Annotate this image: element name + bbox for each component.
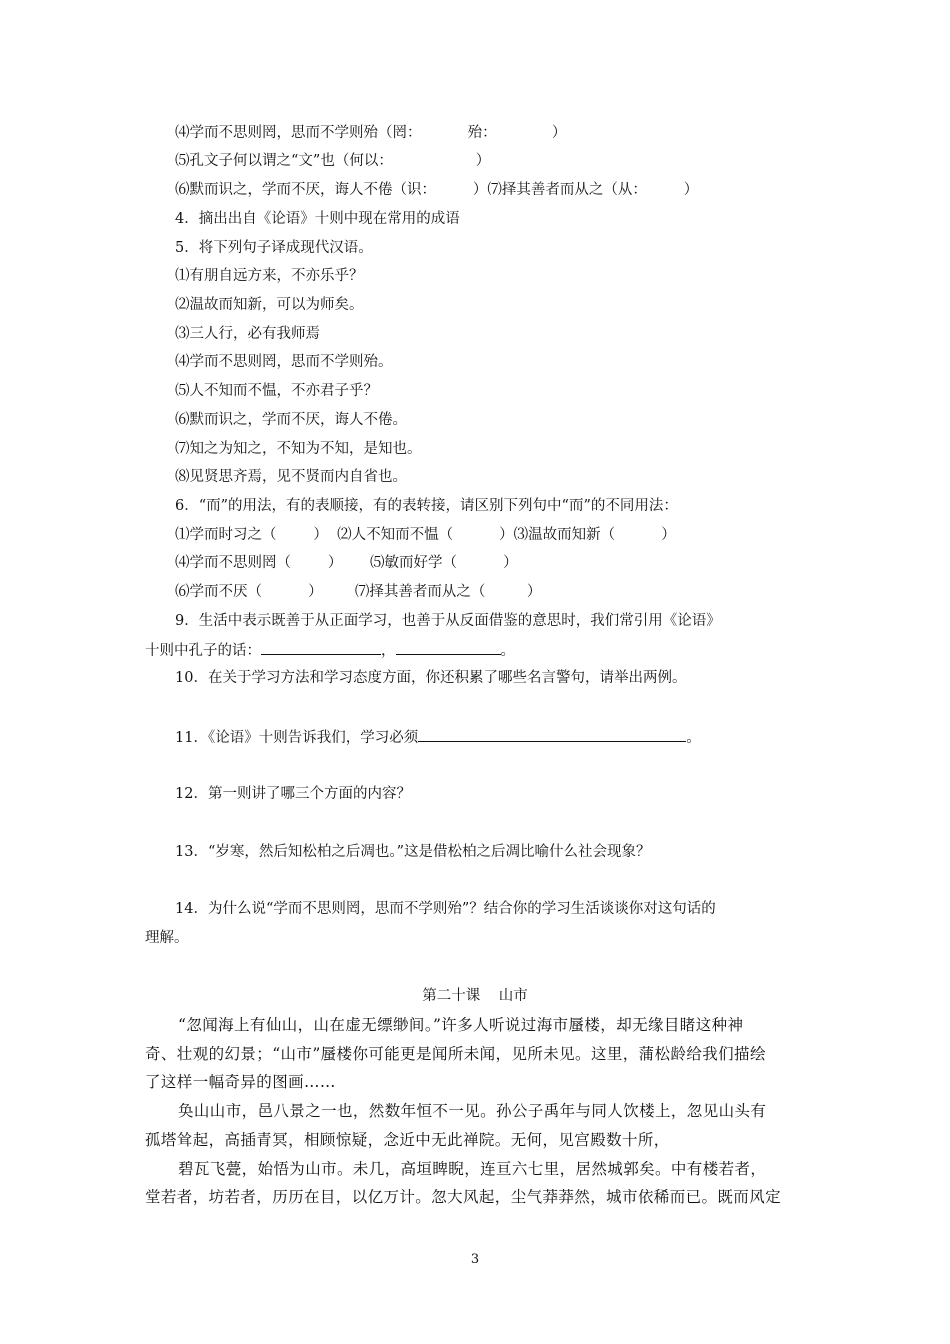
- question-13: 13．“岁寒，然后知松柏之后凋也。”这是借松柏之后凋比喻什么社会现象？: [175, 844, 651, 860]
- question-5-item-1: ⑴有朋自远方来，不亦乐乎？: [175, 268, 364, 284]
- question-5-item-3: ⑶三人行，必有我师焉: [175, 326, 320, 342]
- question-14: 14．为什么说“学而不思则罔，思而不学则殆”？结合你的学习生活谈谈你对这句话的: [175, 901, 716, 917]
- text-line-2: 孤塔耸起，高插青冥，相顾惊疑，念近中无此禅院。无何，见宫殿数十所，: [145, 1131, 670, 1149]
- answer-blank-3[interactable]: [418, 726, 686, 742]
- question-5-item-6: ⑹默而识之，学而不厌，诲人不倦。: [175, 412, 407, 428]
- intro-line-1: “忽闻海上有仙山，山在虚无缥缈间。”许多人听说过海市蜃楼，却无缘目睹这种神: [178, 1016, 744, 1034]
- question-5-item-2: ⑵温故而知新，可以为师矣。: [175, 297, 364, 313]
- question-10: 10．在关于学习方法和学习态度方面，你还积累了哪些名言警句，请举出两例。: [175, 670, 687, 686]
- question-6-items-6-7: ⑹学而不厌（ ） ⑺择其善者而从之（ ）: [175, 584, 542, 600]
- question-6-items-4-5: ⑷学而不思则罔（ ） ⑸敏而好学（ ）: [175, 555, 518, 571]
- question-5-item-4: ⑷学而不思则罔，思而不学则殆。: [175, 354, 393, 370]
- question-5-item-7: ⑺知之为知之，不知为不知，是知也。: [175, 441, 422, 457]
- page-number: 3: [470, 1252, 480, 1267]
- text-line-3: 碧瓦飞甍，始悟为山市。未几，高垣睥睨，连亘六七里，居然城郭矣。中有楼若者，: [178, 1160, 767, 1178]
- question-11: [175, 726, 701, 746]
- answer-blank-2[interactable]: [396, 639, 501, 655]
- question-5-item-5: ⑸人不知而不愠，不亦君子乎？: [175, 383, 378, 399]
- text-line-1: 奂山山市，邑八景之一也，然数年恒不一见。孙公子禹年与同人饮楼上，忽见山头有: [178, 1102, 767, 1120]
- question-9-period: 。: [500, 643, 515, 659]
- lesson-title: 第二十课 山市: [422, 988, 528, 1004]
- question-3-item-4: ⑷学而不思则罔，思而不学则殆（罔： 殆： ）: [175, 125, 567, 141]
- question-6: 6．“而”的用法，有的表顺接，有的表转接，请区别下列句中“而”的不同用法：: [175, 498, 678, 514]
- question-5: 5．将下列句子译成现代汉语。: [175, 240, 373, 256]
- question-3-item-5: ⑸孔文子何以谓之“文”也（何以： ）: [175, 153, 491, 169]
- question-12: 12．第一则讲了哪三个方面的内容？: [175, 786, 411, 802]
- question-4: 4．摘出出自《论语》十则中现在常用的成语: [175, 211, 460, 227]
- question-9: 9．生活中表示既善于从正面学习，也善于从反面借鉴的意思时，我们常引用《论语》: [175, 613, 721, 629]
- question-6-items-1-3: ⑴学而时习之（ ） ⑵人不知而不愠（ ）⑶温故而知新（ ）: [175, 527, 676, 543]
- question-3-item-6-7: ⑹默而识之，学而不厌，诲人不倦（识： ）⑺择其善者而从之（从： ）: [175, 182, 699, 198]
- question-11-period: 。: [686, 730, 701, 746]
- question-9-prefix: 十则中孔子的话：: [145, 643, 261, 659]
- question-9-comma: ，: [381, 643, 396, 659]
- question-5-item-8: ⑻见贤思齐焉，见不贤而内自省也。: [175, 469, 407, 485]
- intro-line-3: 了这样一幅奇异的图画……: [145, 1073, 336, 1091]
- intro-line-2: 奇、壮观的幻景；“山市”蜃楼你可能更是闻所未闻，见所未见。这里，蒲松龄给我们描绘: [145, 1045, 766, 1063]
- question-14-continuation: 理解。: [145, 930, 189, 946]
- question-11-text: 11．《论语》十则告诉我们，学习必须: [175, 730, 419, 746]
- answer-blank-1[interactable]: [261, 639, 381, 655]
- question-9-continuation: [145, 639, 515, 659]
- text-line-4: 堂若者，坊若者，历历在目，以亿万计。忽大风起，尘气莽莽然，城市依稀而已。既而风定: [145, 1188, 782, 1206]
